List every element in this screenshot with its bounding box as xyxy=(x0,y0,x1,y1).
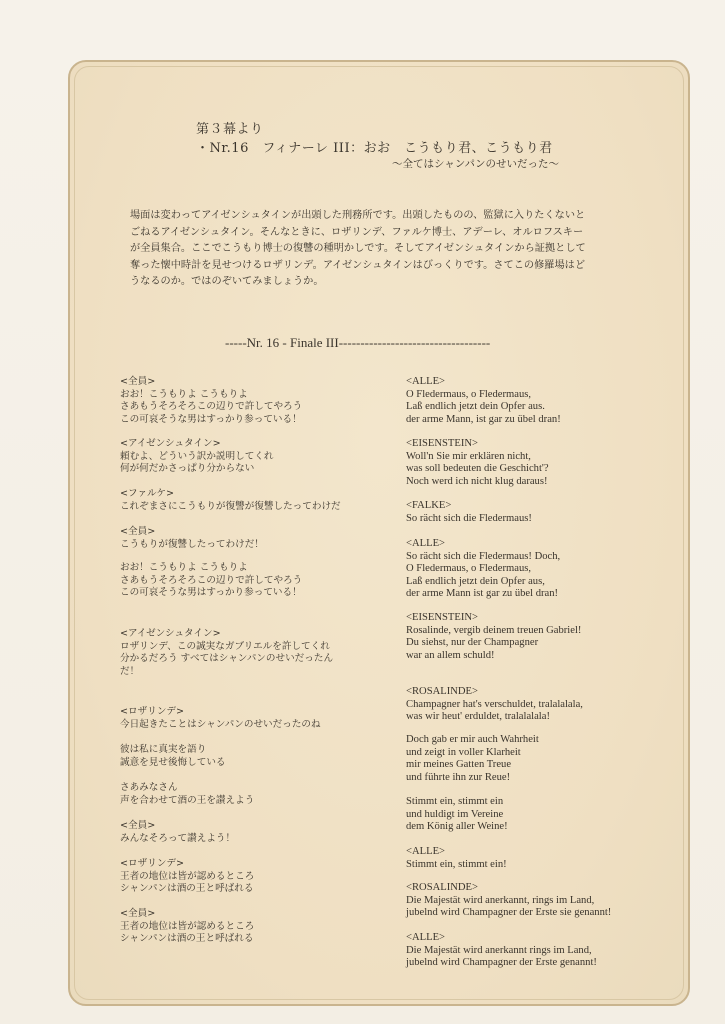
german-lyric-line: was soll bedeuten die Geschicht'? xyxy=(406,463,549,475)
german-lyric-line: dem König aller Weine! xyxy=(406,821,508,833)
japanese-lyric-line: おお！こうもりよ こうもりよ xyxy=(120,562,248,573)
german-lyric-line: Laß endlich jetzt dein Opfer aus. xyxy=(406,401,545,413)
german-lyric-line: jubelnd wird Champagner der Erste sie genannt! xyxy=(406,907,612,919)
german-lyric-stanza xyxy=(406,376,561,426)
japanese-lyric-line: <ロザリンデ> xyxy=(120,858,185,869)
german-lyric-stanza xyxy=(406,932,597,970)
intro-line: 奪った懐中時計を見せつけるロザリンデ。アイゼンシュタインはびっくりです。さてこの修羅場はど xyxy=(130,259,586,271)
japanese-lyric-line: 彼は私に真実を語り xyxy=(120,744,207,755)
german-lyric-line: Laß endlich jetzt dein Opfer aus, xyxy=(406,575,545,587)
japanese-lyric-line: この可哀そうな男はすっかり参っている！ xyxy=(120,413,302,425)
german-lyric-stanza xyxy=(406,438,549,488)
japanese-lyric-line: みんなそろって讃えよう！ xyxy=(120,832,236,844)
japanese-lyric-line: 王者の地位は皆が認めるところ xyxy=(120,920,255,932)
german-lyric-line: <ALLE> xyxy=(406,932,446,943)
german-lyric-line: Noch werd ich nicht klug daraus! xyxy=(406,475,548,487)
japanese-lyric-stanza xyxy=(120,744,226,769)
japanese-lyric-line: だ！ xyxy=(120,665,140,677)
japanese-lyric-line: シャンパンは酒の王と呼ばれる xyxy=(120,883,254,895)
german-lyric-line: <EISENSTEIN> xyxy=(406,438,478,449)
japanese-lyric-line: <ロザリンデ> xyxy=(120,706,185,717)
number-title: ・Nr.16 フィナーレ III：おお こうもり君、こうもり君 xyxy=(196,141,553,156)
japanese-lyric-line: 誠意を見せ後悔している xyxy=(120,756,226,768)
japanese-lyric-line: これぞまさにこうもりが復讐が復讐したってわけだ xyxy=(120,500,341,512)
german-lyric-line: Du siehst, nur der Champagner xyxy=(406,637,539,649)
german-lyric-line: O Fledermaus, o Fledermaus, xyxy=(406,563,532,575)
german-lyric-line: Stimmt ein, stimmt ein xyxy=(406,796,504,807)
german-lyric-line: Stimmt ein, stimmt ein! xyxy=(406,858,507,870)
german-lyric-line: <ALLE> xyxy=(406,846,446,857)
japanese-lyric-line: <全員> xyxy=(120,376,156,387)
german-lyric-line: <ALLE> xyxy=(406,538,446,549)
german-lyric-line: <FALKE> xyxy=(406,500,452,511)
german-lyric-line: So rächt sich die Fledermaus! Doch, xyxy=(406,550,561,562)
japanese-lyric-stanza xyxy=(120,526,264,551)
german-lyric-line: jubelnd wird Champagner der Erste genannt! xyxy=(406,957,597,969)
japanese-lyric-line: <全員> xyxy=(120,820,156,831)
german-lyric-line: war an allem schuld! xyxy=(406,649,495,661)
german-lyric-line: und führte ihn zur Reue! xyxy=(406,771,511,783)
japanese-lyric-line: 今日起きたことはシャンパンのせいだったのね xyxy=(120,718,321,730)
japanese-lyric-line: 何が何だかさっぱり分からない xyxy=(120,463,255,475)
japanese-lyric-stanza xyxy=(120,706,321,731)
japanese-lyric-stanza xyxy=(120,820,235,845)
japanese-lyric-line: <全員> xyxy=(120,526,156,537)
german-lyric-line: Die Majestät wird anerkannt rings im Land, xyxy=(406,944,592,956)
japanese-lyric-line: さあみなさん xyxy=(120,782,178,793)
japanese-lyric-line: こうもりが復讐したってわけだ！ xyxy=(120,538,264,550)
japanese-lyric-stanza xyxy=(120,782,254,807)
japanese-lyric-stanza xyxy=(120,908,254,946)
japanese-lyric-stanza xyxy=(120,376,302,426)
japanese-lyric-stanza xyxy=(120,628,333,678)
german-lyric-line: und huldigt im Vereine xyxy=(406,808,504,820)
japanese-lyric-stanza xyxy=(120,858,254,896)
japanese-lyric-line: おお！こうもりよ こうもりよ xyxy=(120,388,248,400)
german-lyric-line: der arme Mann ist gar zu übel dran! xyxy=(406,588,559,600)
act-heading: 第３幕より xyxy=(196,122,264,137)
german-lyric-line: mir meines Gatten Treue xyxy=(406,759,512,771)
german-lyric-stanza xyxy=(406,796,508,834)
japanese-lyric-line: <ファルケ> xyxy=(120,488,175,499)
japanese-lyric-line: <全員> xyxy=(120,908,156,919)
german-lyric-line: Champagner hat's verschuldet, tralalalala, xyxy=(406,698,583,710)
intro-line: ごねるアイゼンシュタイン。そんなときに、ロザリンデ、ファルケ博士、アデーレ、オルロフスキー xyxy=(130,226,584,238)
german-lyric-line: Woll'n Sie mir erklären nicht, xyxy=(406,450,531,462)
japanese-lyric-line: 王者の地位は皆が認めるところ xyxy=(120,870,255,882)
german-lyric-line: Rosalinde, vergib deinem treuen Gabriel! xyxy=(406,624,582,636)
intro-paragraph xyxy=(130,208,650,291)
german-lyric-line: <ROSALINDE> xyxy=(406,882,478,893)
german-lyric-line: <ALLE> xyxy=(406,376,446,387)
japanese-lyric-line: さあもうそろそろこの辺りで許してやろう xyxy=(120,574,303,586)
japanese-lyric-line: この可哀そうな男はすっかり参っている！ xyxy=(120,587,302,599)
german-lyric-line: was wir heut' erduldet, tralalalala! xyxy=(406,711,550,723)
german-lyric-line: <ROSALINDE> xyxy=(406,686,478,697)
german-lyric-stanza xyxy=(406,686,583,724)
japanese-lyric-line: ロザリンデ、この誠実なガブリエルを許してくれ xyxy=(120,640,330,652)
japanese-lyric-line: さあもうそろそろこの辺りで許してやろう xyxy=(120,401,303,413)
german-lyric-stanza xyxy=(406,734,539,784)
japanese-lyric-line: 頼むよ、どういう訳か説明してくれ xyxy=(120,450,274,462)
german-lyric-line: Die Majestät wird anerkannt, rings im Land, xyxy=(406,894,595,906)
german-lyric-stanza xyxy=(406,500,532,525)
subtitle: 〜全てはシャンパンのせいだった〜 xyxy=(392,158,560,170)
german-lyric-line: <EISENSTEIN> xyxy=(406,612,478,623)
japanese-lyric-stanza xyxy=(120,488,341,513)
section-title: -----Nr. 16 - Finale III----------------------------------- xyxy=(225,335,491,350)
german-lyric-stanza xyxy=(406,612,581,662)
german-lyric-stanza xyxy=(406,882,611,920)
german-lyric-line: So rächt sich die Fledermaus! xyxy=(406,512,532,524)
german-lyric-line: und zeigt in voller Klarheit xyxy=(406,746,521,758)
german-lyric-stanza xyxy=(406,846,507,871)
japanese-lyric-line: <アイゼンシュタイン> xyxy=(120,628,221,639)
german-lyric-stanza xyxy=(406,538,560,601)
intro-line: 場面は変わってアイゼンシュタインが出頭した刑務所です。出頭したものの、監獄に入りたくないと xyxy=(130,210,586,221)
japanese-lyric-line: シャンパンは酒の王と呼ばれる xyxy=(120,933,254,945)
japanese-lyric-stanza xyxy=(120,562,302,600)
japanese-lyric-stanza xyxy=(120,438,274,476)
japanese-lyric-line: 分かるだろう すべてはシャンパンのせいだったん xyxy=(120,653,334,665)
japanese-lyric-line: <アイゼンシュタイン> xyxy=(120,438,221,449)
intro-line: が全員集合。ここでこうもり博士の復讐の種明かしです。そしてアイゼンシュタインから証拠として xyxy=(130,243,586,254)
german-lyric-line: Doch gab er mir auch Wahrheit xyxy=(406,734,539,745)
japanese-lyric-line: 声を合わせて酒の王を讃えよう xyxy=(120,794,255,806)
german-lyric-line: O Fledermaus, o Fledermaus, xyxy=(406,388,532,400)
intro-line: うなるのか。ではのぞいてみましょうか。 xyxy=(130,276,324,287)
german-lyric-line: der arme Mann, ist gar zu übel dran! xyxy=(406,413,561,425)
